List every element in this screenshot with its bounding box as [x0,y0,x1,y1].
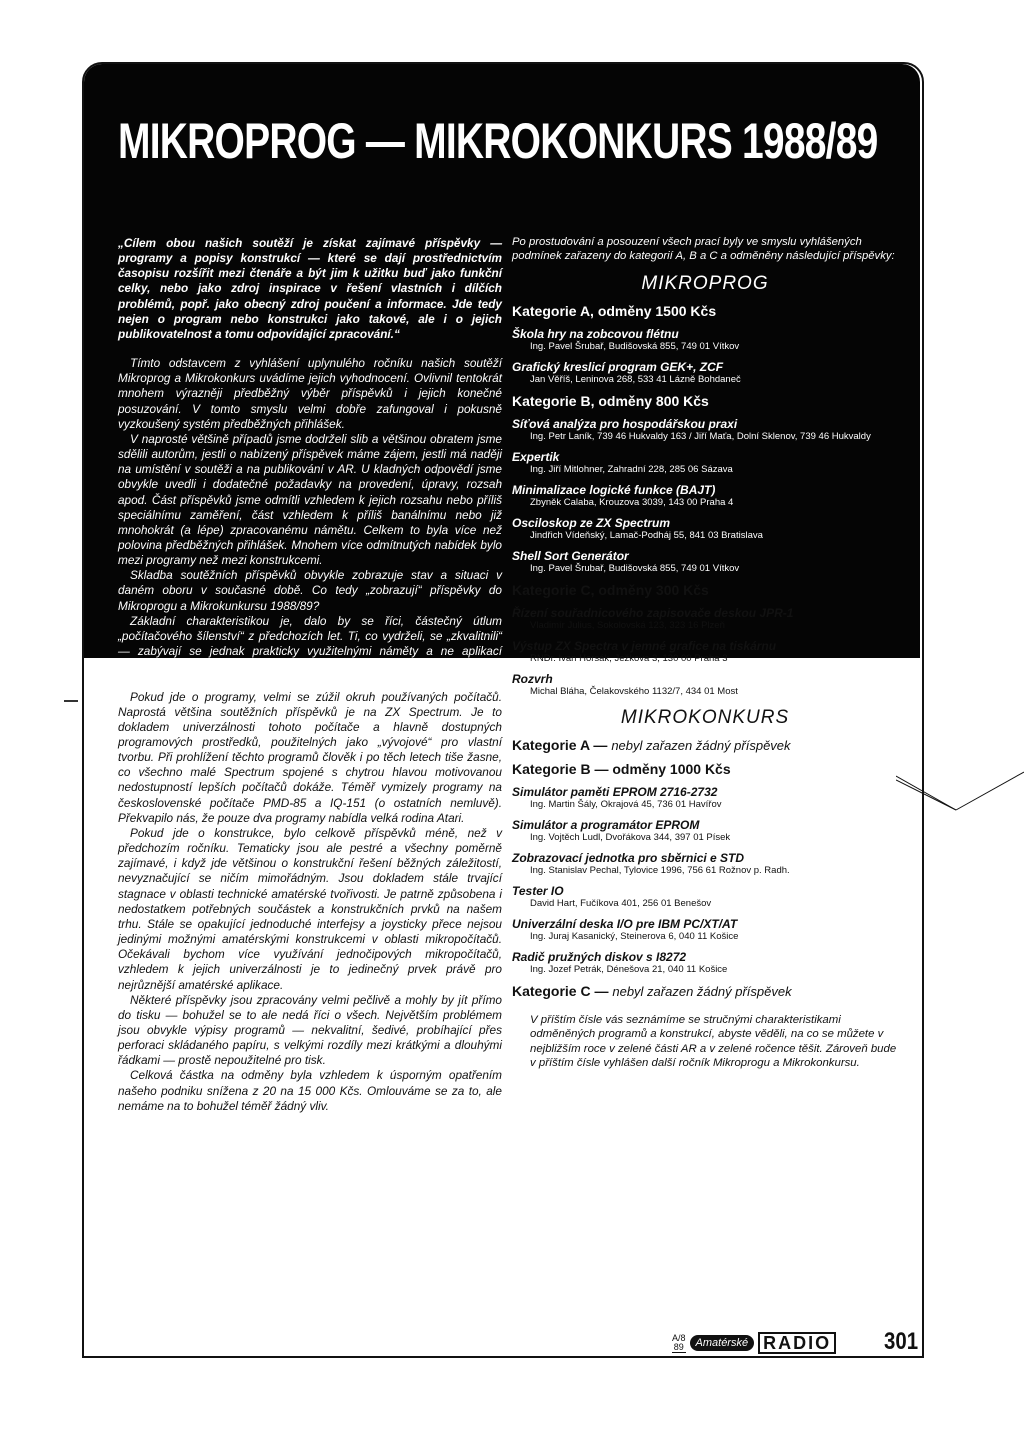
award-item [512,672,898,697]
left-paragraph: Skladba soutěžních příspěvků obvykle zobrazuje stav a situaci v daném oboru v současné době. Co tedy „zobrazují“ příspěvky do Mikroprogu a Mikrokunkursu 1988/89? [118,568,502,613]
logo-badge: Amatérské [690,1335,755,1351]
kat-a-label: Kategorie A — [512,737,608,753]
left-paragraph: „Cílem obou našich soutěží je získat zajímavé příspěvky — programy a popisy konstrukcí — které se dají prostřednictvím časopisu rozšířit mezi čtenáře a být jim k užitku buď jako funkční celky, nebo jako zdroj inspirace v řešení vlastních i dílčích problémů, popř. jako obecný zdroj poučení a informace. Jde tedy nejen o program nebo konstrukci jako takové, ale i o jejich publikovatelnost a tomu odpovídající zpracování.“ [118,236,502,341]
page-title: MIKROPROG — MIKROKONKURS 1988/89 [118,113,878,169]
footer-rule [84,1356,664,1358]
award-authors: Zbyněk Calaba, Krouzova 3039, 143 00 Praha 4 [530,497,734,508]
award-item [512,450,898,475]
award-authors: Ing. Petr Laník, 739 46 Hukvaldy 163 / Jiří Maťa, Dolní Sklenov, 739 46 Hukvaldy [530,431,871,442]
award-title: Škola hry na zobcovou flétnu [512,327,679,341]
award-title: Výstup ZX Spectra v jemné grafice na tiskárnu [512,639,777,653]
award-title: Osciloskop ze ZX Spectrum [512,516,671,530]
mikroprog-kat-b: Kategorie B, odměny 800 Kčs [512,393,709,409]
left-paragraph: Tímto odstavcem z vyhlášení uplynulého ročníku našich soutěží Mikroprog a Mikrokonkurs uvádíme jejich vyhodnocení. Ovlivnil tentokrát mnohem výrazněji předběžný výběr příspěvků i jejich konečné posuzování. V tomto smyslu velmi dobře zafungoval i pokusně vyzkoušený systém předběžných přihlášek. [118,356,502,431]
award-authors: Jindřich Vídeňský, Lamač-Podháj 55, 841 03 Bratislava [530,530,763,541]
award-item [512,327,898,352]
mikroprog-kat-c-list [512,606,898,697]
mikroprog-kat-a-list [512,327,898,385]
award-item [512,549,898,574]
award-authors: David Hart, Fučíkova 401, 256 01 Benešov [530,898,712,909]
award-item [512,785,898,810]
award-item [512,818,898,843]
award-authors: Ing. Vojtěch Ludl, Dvořákova 344, 397 01 Písek [530,832,731,843]
award-title: Univerzální deska I/O pre IBM PC/XT/AT [512,917,738,931]
award-item [512,606,898,631]
issue-number [672,1334,686,1353]
award-item [512,950,898,975]
magazine-logo [672,1332,872,1354]
page-number: 301 [884,1328,919,1355]
award-title: Simulátor paměti EPROM 2716-2732 [512,785,718,799]
issue-bottom: 89 [673,1341,684,1352]
left-paragraph: Základní charakteristikou je, dalo by se říci, částečný útlum „počítačového šílenství“ z předchozích let. Ti, co vydrželi, se „zkvalitnili“ — zabývají se jednak prakticky využitelnými náměty a ne aplikací počítače za každou cenu, jednak se snaží o větší dokonalost a profesionalitu svých výtvorů. [118,613,502,689]
award-item [512,516,898,541]
award-title: Grafický kreslicí program GEK+, ZCF [512,360,724,374]
mikroprog-heading: MIKROPROG [641,273,769,294]
mikrokonkurs-kat-b-list [512,785,898,975]
award-authors: Ing. Pavel Šrubař, Budišovská 855, 749 01 Vítkov [530,341,740,352]
award-title: Shell Sort Generátor [512,549,629,563]
award-title: Zobrazovací jednotka pro sběrnici e STD [512,851,745,865]
issue-top: A/8 [672,1332,686,1343]
kat-a-note: nebyl zařazen žádný příspěvek [611,738,791,753]
mikrokonkurs-kat-a [512,737,898,753]
pointer-lines [896,770,1024,830]
left-paragraph: Pokud jde o programy, velmi se zúžil okruh používaných počítačů. Naprostá většina soutěžních příspěvků je na ZX Spectrum. Je to dokladem univerzálnosti tohoto počítače a hlavně dostupných programových prostředků, použitelných jako „vývojové“ pro vlastní tvorbu. Při prohlížení těchto programů člověk i po těch letech tiše žasne, co všechno malé Spectrum spojené s chytrou hlavou motivovanou nedostupností lepších počítačů dokáže. Téměř vymizely programy na československé počítače PMD-85 a IQ-151 (o ostatních nemluvě). Překvapilo nás, že pouze dva programy nabídla velká rodina Atari. [118,689,502,825]
award-title: Řízení souřadnicového zapisovače deskou JPR-1 [512,606,794,620]
left-paragraph: Pokud jde o konstrukce, bylo celkově příspěvků méně, než v předchozím ročníku. Tematicky jsou ale pestré a všechny poměrně zajímavé, i když jde většinou o konstrukční řešení běžných záležitostí, nevyznačující se ničím mimořádným. Jsou dokladem stále trvající stagnace v oblasti technické amatérské tvořivosti. Je patrně způsobena i nedostatkem potřebných součástek a konstrukčních prvků na našem trhu. Stále se opakující jednoduché interfejsy a joysticky přece nejsou jedinými možnými amatérskými konstrukcemi v oblasti mikropočítačů. Očekávali bychom více využívání jednočipových mikropočítačů, vzhledem k jejich univerzálnosti je to jedinečný prvek právě pro nejrůznější amatérské aplikace. [118,825,502,992]
award-authors: Ing. Jozef Petrák, Dénešova 21, 040 11 Košice [530,964,728,975]
award-title: Simulátor a programátor EPROM [512,818,700,832]
mikrokonkurs-kat-c [512,983,898,999]
logo-radio: RADIO [758,1332,836,1354]
award-title: Tester IO [512,884,564,898]
award-title: Síťová analýza pro hospodářskou praxi [512,417,738,431]
award-title: Radič pružných diskov s I8272 [512,950,687,964]
award-item [512,639,898,664]
award-item [512,917,898,942]
award-title: Minimalizace logické funkce (BAJT) [512,483,716,497]
closing-text: V příštím čísle vás seznámíme se stručnými charakteristikami odměněných programů a konstrukcí, abyste věděli, na co se můžete v nejbližším roce v zelené části AR a v zelené ročence těšit. Zároveň bude v příštím čísle vyhlášen další ročník Mikroprogu a Mikrokonkursu. [530,1014,897,1070]
award-authors: Vladimír Julius, Sokolovská 123, 323 16 Plzeň [530,620,725,631]
mikroprog-kat-b-list [512,417,898,574]
award-authors: Jan Věříš, Leninova 268, 533 41 Lázně Bohdaneč [530,374,741,385]
award-authors: Ing. Pavel Šrubař, Budišovská 855, 749 01 Vítkov [530,563,740,574]
award-authors: Michal Bláha, Čelakovského 1132/7, 434 01 Most [530,686,738,697]
mikroprog-kat-c: Kategorie C, odměny 300 Kčs [512,582,709,598]
right-column [512,236,898,1082]
margin-mark [64,700,78,702]
mikrokonkurs-heading: MIKROKONKURS [620,707,790,728]
award-authors: Ing. Stanislav Pechal, Tylovice 1996, 756 61 Rožnov p. Radh. [530,865,790,876]
mikroprog-kat-a: Kategorie A, odměny 1500 Kčs [512,303,717,319]
kat-c-label: Kategorie C — [512,983,609,999]
award-item [512,884,898,909]
kat-c-note: nebyl zařazen žádný příspěvek [612,984,792,999]
award-authors: Ing. Martin Šály, Okrajová 45, 736 01 Havířov [530,799,722,810]
left-paragraph: Celková částka na odměny byla vzhledem k úsporným opatřením našeho podniku snížena z 20 na 15 000 Kčs. Omlouváme se za to, ale nemáme na to bohužel téměř žádný vliv. [118,1068,502,1113]
left-paragraph: V naprosté většině případů jsme dodrželi slib a většinou obratem jsme sdělili autorům, jestli o nabízený příspěvek máme zájem, jestli má naději na umístění v soutěži a na publikování v AR. U kladných odpovědí jsme obvykle uvedli i dodatečné požadavky na provedení, úpravy, rozsah apod. Část příspěvků jsme odmítli vzhledem k jejich rozsahu nebo příliš speciálnímu zaměření, část vzhledem k příliš banálnímu nebo již mnohokrát (a lépe) zpracovanému námětu. Celkem to byla více než polovina předběžných přihlášek. Mnohem více odmítnutých nabídek bylo mezi programy než mezi konstrukcemi. [118,431,502,568]
intro-text: Po prostudování a posouzení všech prací byly ve smyslu vyhlášených podmínek zařazeny do kategorií A, B a C a odměněny následující příspěvky: [512,236,895,262]
award-authors: Ing. Jiří Mitlohner, Zahradní 228, 285 06 Sázava [530,464,733,475]
award-title: Expertik [512,450,560,464]
award-authors: Ing. Juraj Kasanický, Steinerova 6, 040 11 Košice [530,931,739,942]
left-paragraph: Některé příspěvky jsou zpracovány velmi pečlivě a mohly by jít přímo do tisku — bohužel se to ale nedá říci o všech. Největším problémem jsou obvykle výpisy programů — nekvalitní, šedivé, probíhající přes perforaci skládaného papíru, s velkými rozdíly mezi krátkými a dlouhými řádkami — prostě nepoužitelné pro tisk. [118,992,502,1068]
award-item [512,483,898,508]
award-item [512,417,898,442]
mikrokonkurs-kat-b: Kategorie B — odměny 1000 Kčs [512,761,731,777]
left-column [118,236,502,1114]
award-title: Rozvrh [512,672,553,686]
award-item [512,360,898,385]
award-authors: RNDr. Ivan Horsák, Ježkova 3, 130 00 Praha 3 [530,653,728,664]
award-item [512,851,898,876]
